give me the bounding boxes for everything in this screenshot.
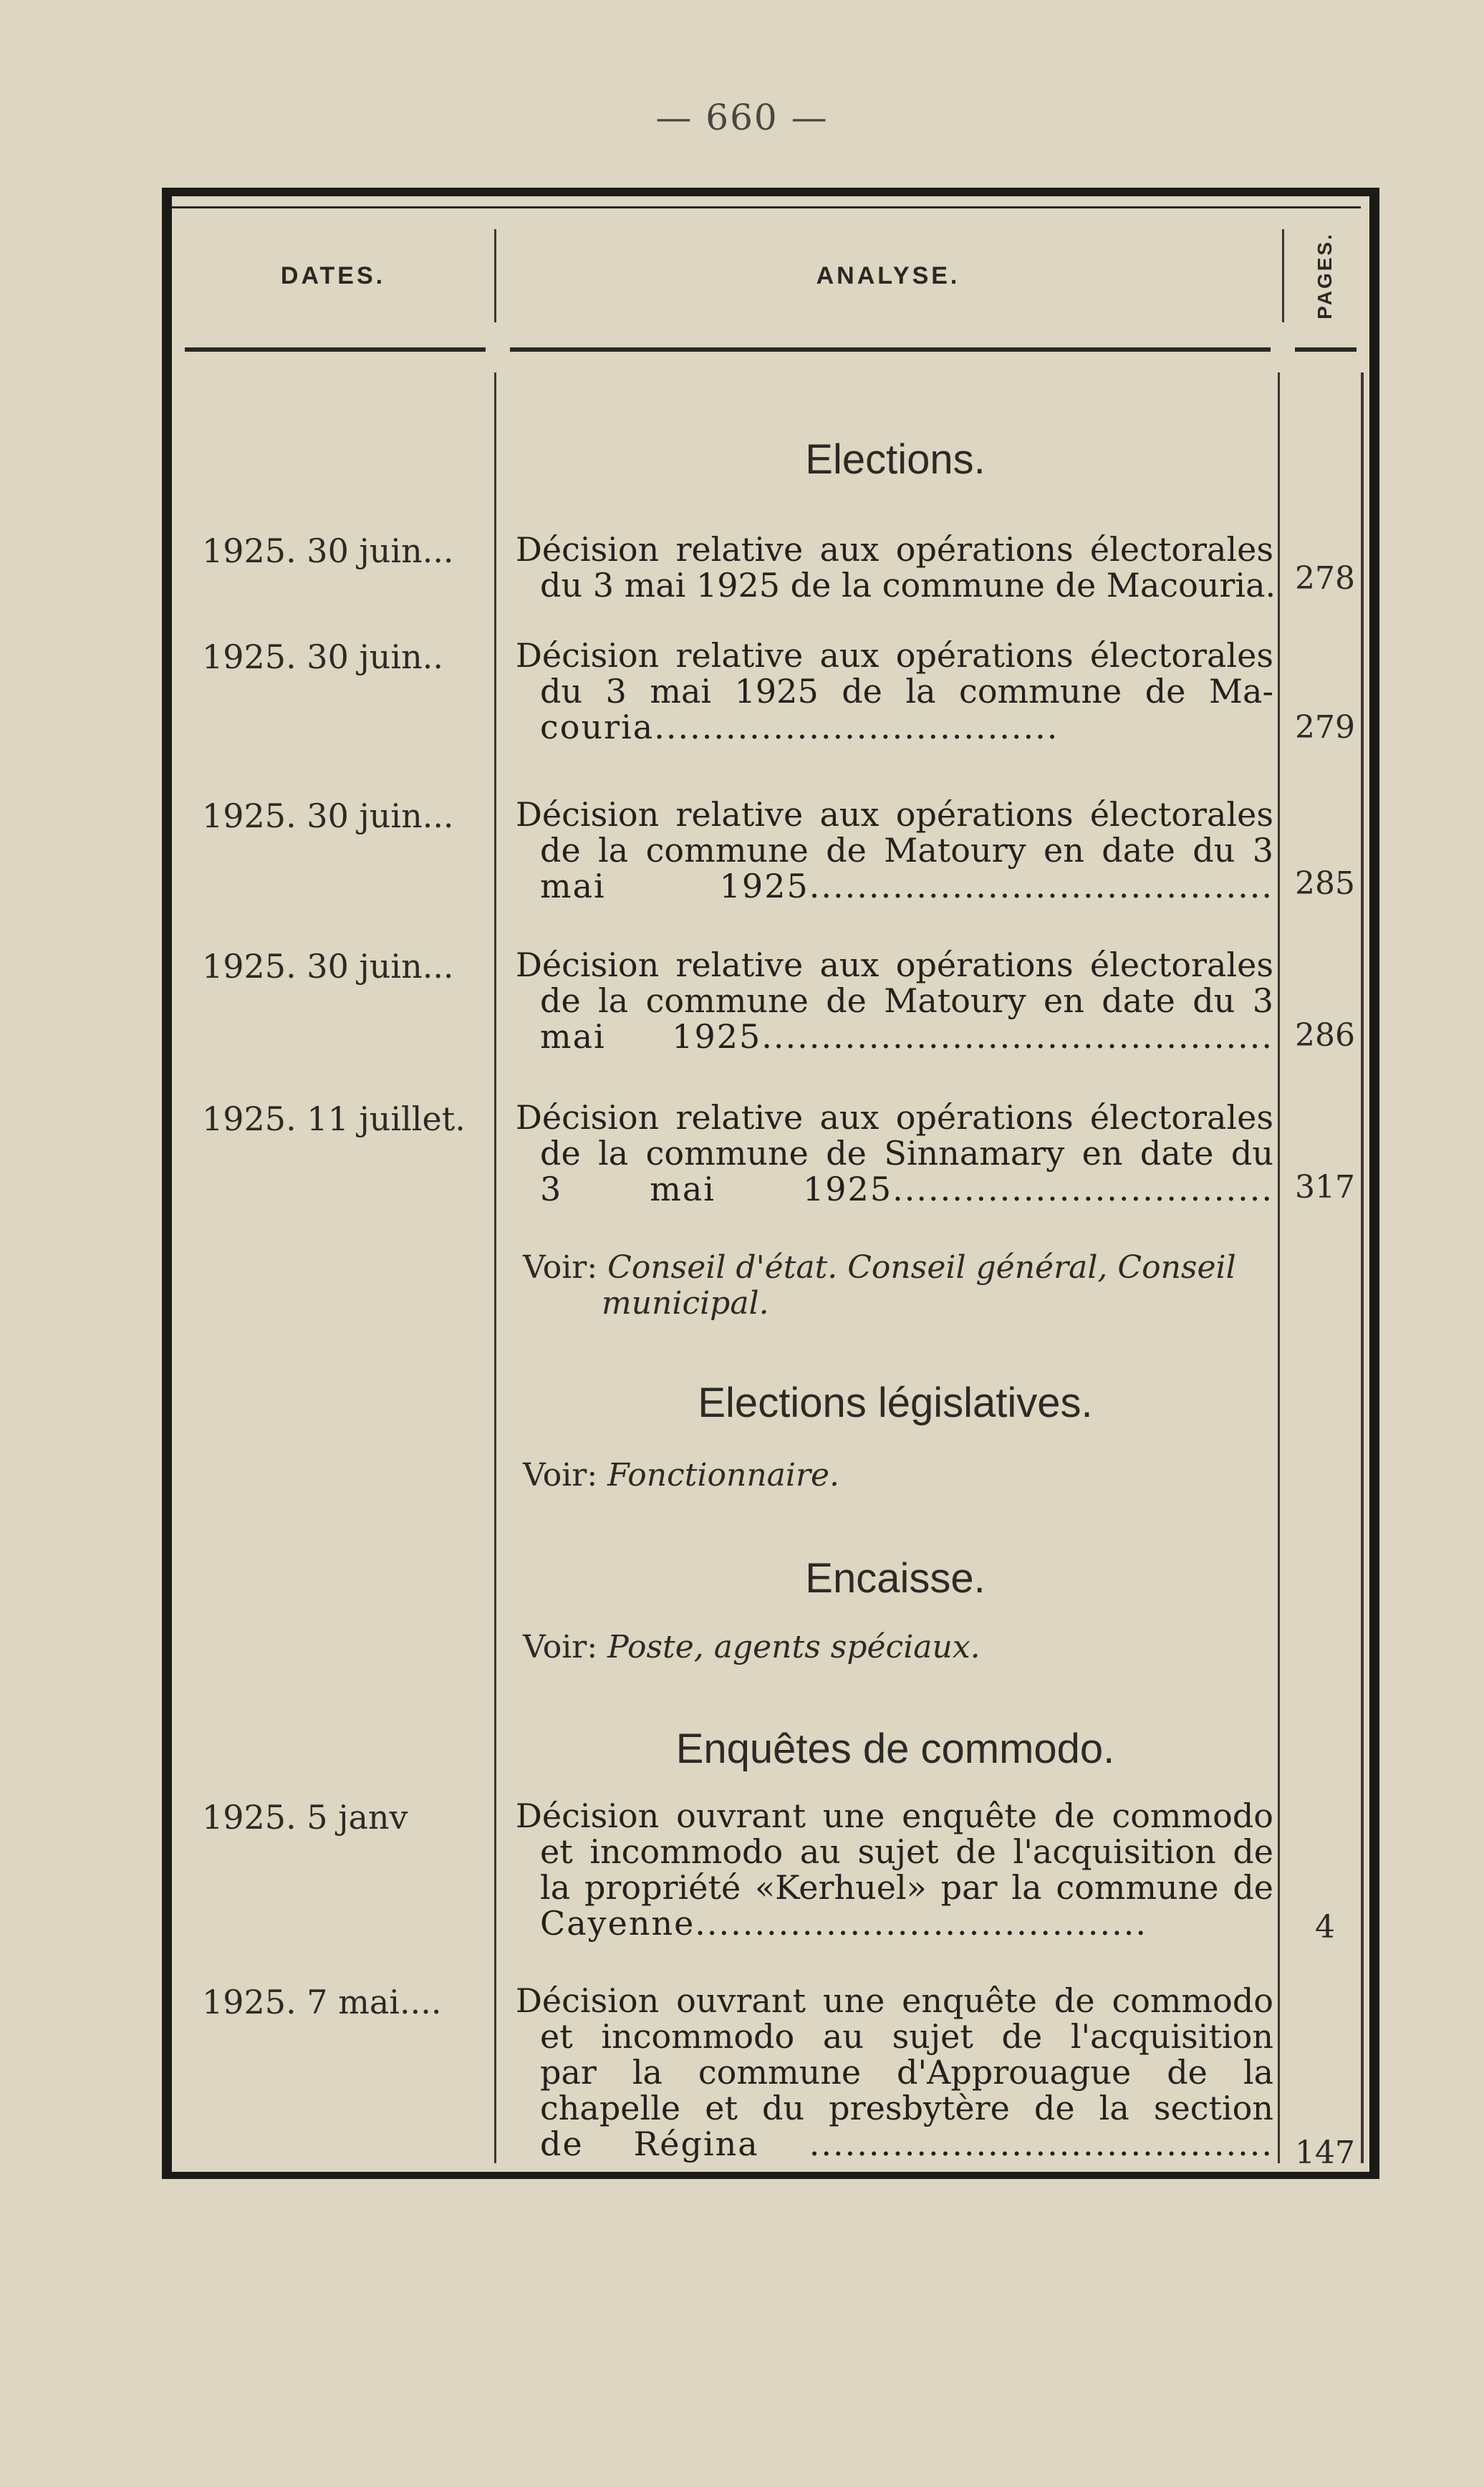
see-also-label: Voir:: [523, 1629, 598, 1665]
column-header-pages: PAGES.: [1314, 232, 1336, 319]
entry-analysis: [516, 947, 1273, 1054]
entry-page: 317: [1295, 1169, 1355, 1206]
entry-date: 1925. 7 mai....: [202, 1983, 442, 2021]
entry-date: 1925. 30 juin...: [202, 947, 454, 986]
entry-line: Décision ouvrant une enquête de commodo: [516, 1796, 1273, 1835]
entry-analysis: [516, 638, 1273, 745]
entry-line: mai 1925...........................................: [540, 1017, 1273, 1056]
see-also-reference: Poste, agents spéciaux.: [607, 1629, 980, 1665]
entry-page: 278: [1295, 560, 1355, 597]
section-title-encaisse: Encaisse.: [805, 1555, 986, 1602]
column-header-dates: DATES.: [280, 261, 386, 289]
entry-date: 1925. 5 janv: [202, 1798, 408, 1837]
see-also: [523, 1458, 1275, 1493]
header-rule-pages: [1295, 347, 1357, 352]
entry-line: du 3 mai 1925 de la commune de Ma-: [540, 672, 1273, 711]
see-also: [523, 1630, 1275, 1665]
see-also-reference: Fonctionnaire.: [607, 1457, 840, 1493]
entry-line: de la commune de Matoury en date du 3: [540, 831, 1273, 870]
entry-analysis: [516, 530, 1276, 605]
entry-page: 285: [1295, 865, 1355, 902]
entry-line: et incommodo au sujet de l'acquisition: [540, 2017, 1273, 2056]
entry-line: de la commune de Matoury en date du 3: [540, 981, 1273, 1020]
see-also-label: Voir:: [523, 1249, 598, 1286]
column-divider: [494, 229, 496, 322]
entry-line: Décision relative aux opérations électorales: [516, 1098, 1273, 1137]
entry-line: de Régina .......................................: [540, 2125, 1273, 2163]
entry-line: chapelle et du presbytère de la section: [540, 2089, 1273, 2127]
entry-line: de la commune de Sinnamary en date du: [540, 1134, 1273, 1173]
entry-line: Décision relative aux opérations électorales: [516, 530, 1273, 569]
header-rule-dates: [185, 347, 486, 352]
entry-line: Décision relative aux opérations électorales: [516, 795, 1273, 834]
entry-date: 1925. 30 juin..: [202, 638, 443, 676]
entry-date: 1925. 30 juin...: [202, 797, 454, 835]
entry-line: la propriété «Kerhuel» par la commune de: [540, 1868, 1273, 1907]
entry-analysis: [516, 1983, 1273, 2162]
entry-line: Cayenne......................................: [540, 1904, 1147, 1943]
entry-line: et incommodo au sujet de l'acquisition de: [540, 1832, 1273, 1871]
entry-page: 4: [1315, 1909, 1335, 1945]
column-header-analyse: ANALYSE.: [816, 261, 960, 289]
section-title-elections: Elections.: [805, 436, 986, 483]
see-also-label: Voir:: [523, 1457, 598, 1493]
entry-date: 1925. 30 juin...: [202, 531, 454, 570]
entry-analysis: [516, 1100, 1273, 1207]
entry-analysis: [516, 797, 1273, 904]
column-divider: [1278, 372, 1280, 2163]
entry-page: 147: [1295, 2135, 1355, 2171]
entry-analysis: [516, 1798, 1273, 1941]
see-also: [523, 1250, 1275, 1322]
entry-line: par la commune d'Approuague de la: [540, 2053, 1273, 2092]
see-also-reference: municipal.: [602, 1285, 769, 1322]
entry-line: 3 mai 1925................................: [540, 1170, 1273, 1208]
see-also-reference: Conseil d'état. Conseil général, Conseil: [607, 1249, 1236, 1286]
column-divider: [1361, 372, 1364, 2163]
entry-page: 279: [1295, 709, 1355, 746]
page-number: — 660 —: [655, 97, 829, 138]
entry-line: du 3 mai 1925 de la commune de Macouria.: [540, 566, 1276, 605]
entry-date: 1925. 11 juillet.: [202, 1100, 466, 1138]
entry-page: 286: [1295, 1017, 1355, 1054]
column-divider: [1282, 229, 1284, 322]
section-title-elections-legislatives: Elections législatives.: [698, 1380, 1093, 1426]
entry-line: mai 1925.......................................: [540, 867, 1273, 905]
entry-line: Décision ouvrant une enquête de commodo: [516, 1981, 1273, 2020]
entry-line: Décision relative aux opérations électorales: [516, 636, 1273, 675]
header-rule-analyse: [510, 347, 1271, 352]
table-top-rule: [172, 206, 1361, 208]
entry-line: Décision relative aux opérations électorales: [516, 946, 1273, 984]
entry-line: couria..................................: [540, 708, 1059, 746]
section-title-enquetes: Enquêtes de commodo.: [675, 1726, 1115, 1772]
